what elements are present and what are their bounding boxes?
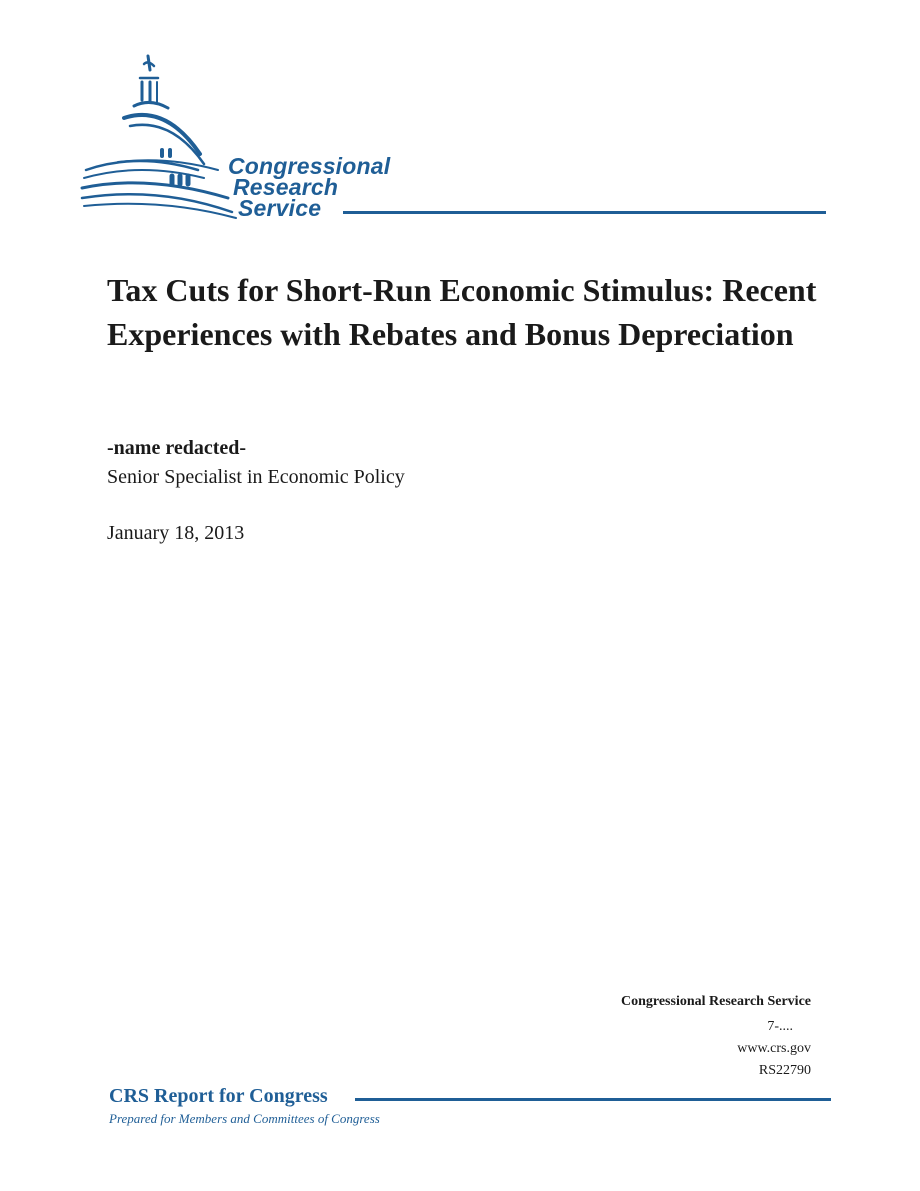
report-meta [621, 991, 811, 1082]
website-link[interactable]: www.crs.gov [737, 1041, 811, 1056]
footer-rule [355, 1098, 831, 1101]
report-title: Tax Cuts for Short-Run Economic Stimulus: Recent Experiences with Rebates and Bonus Depreciation [107, 272, 817, 352]
logo-line-1: Congressional [228, 153, 391, 179]
report-number: RS22790 [758, 1063, 811, 1078]
report-date: January 18, 2013 [107, 522, 245, 544]
footer-title: CRS Report for Congress [109, 1085, 328, 1107]
author-name: -name redacted- [107, 437, 247, 459]
logo-wordmark [228, 153, 391, 221]
report-code: 7-.... [767, 1019, 793, 1034]
logo-rule [343, 211, 826, 214]
crs-logo [78, 52, 838, 232]
logo-line-3: Service [238, 195, 322, 221]
footer-subtitle: Prepared for Members and Committees of Congress [109, 1111, 380, 1126]
logo-line-2: Research [233, 174, 339, 200]
author-role: Senior Specialist in Economic Policy [107, 466, 405, 488]
organization-name: Congressional Research Service [620, 994, 811, 1009]
